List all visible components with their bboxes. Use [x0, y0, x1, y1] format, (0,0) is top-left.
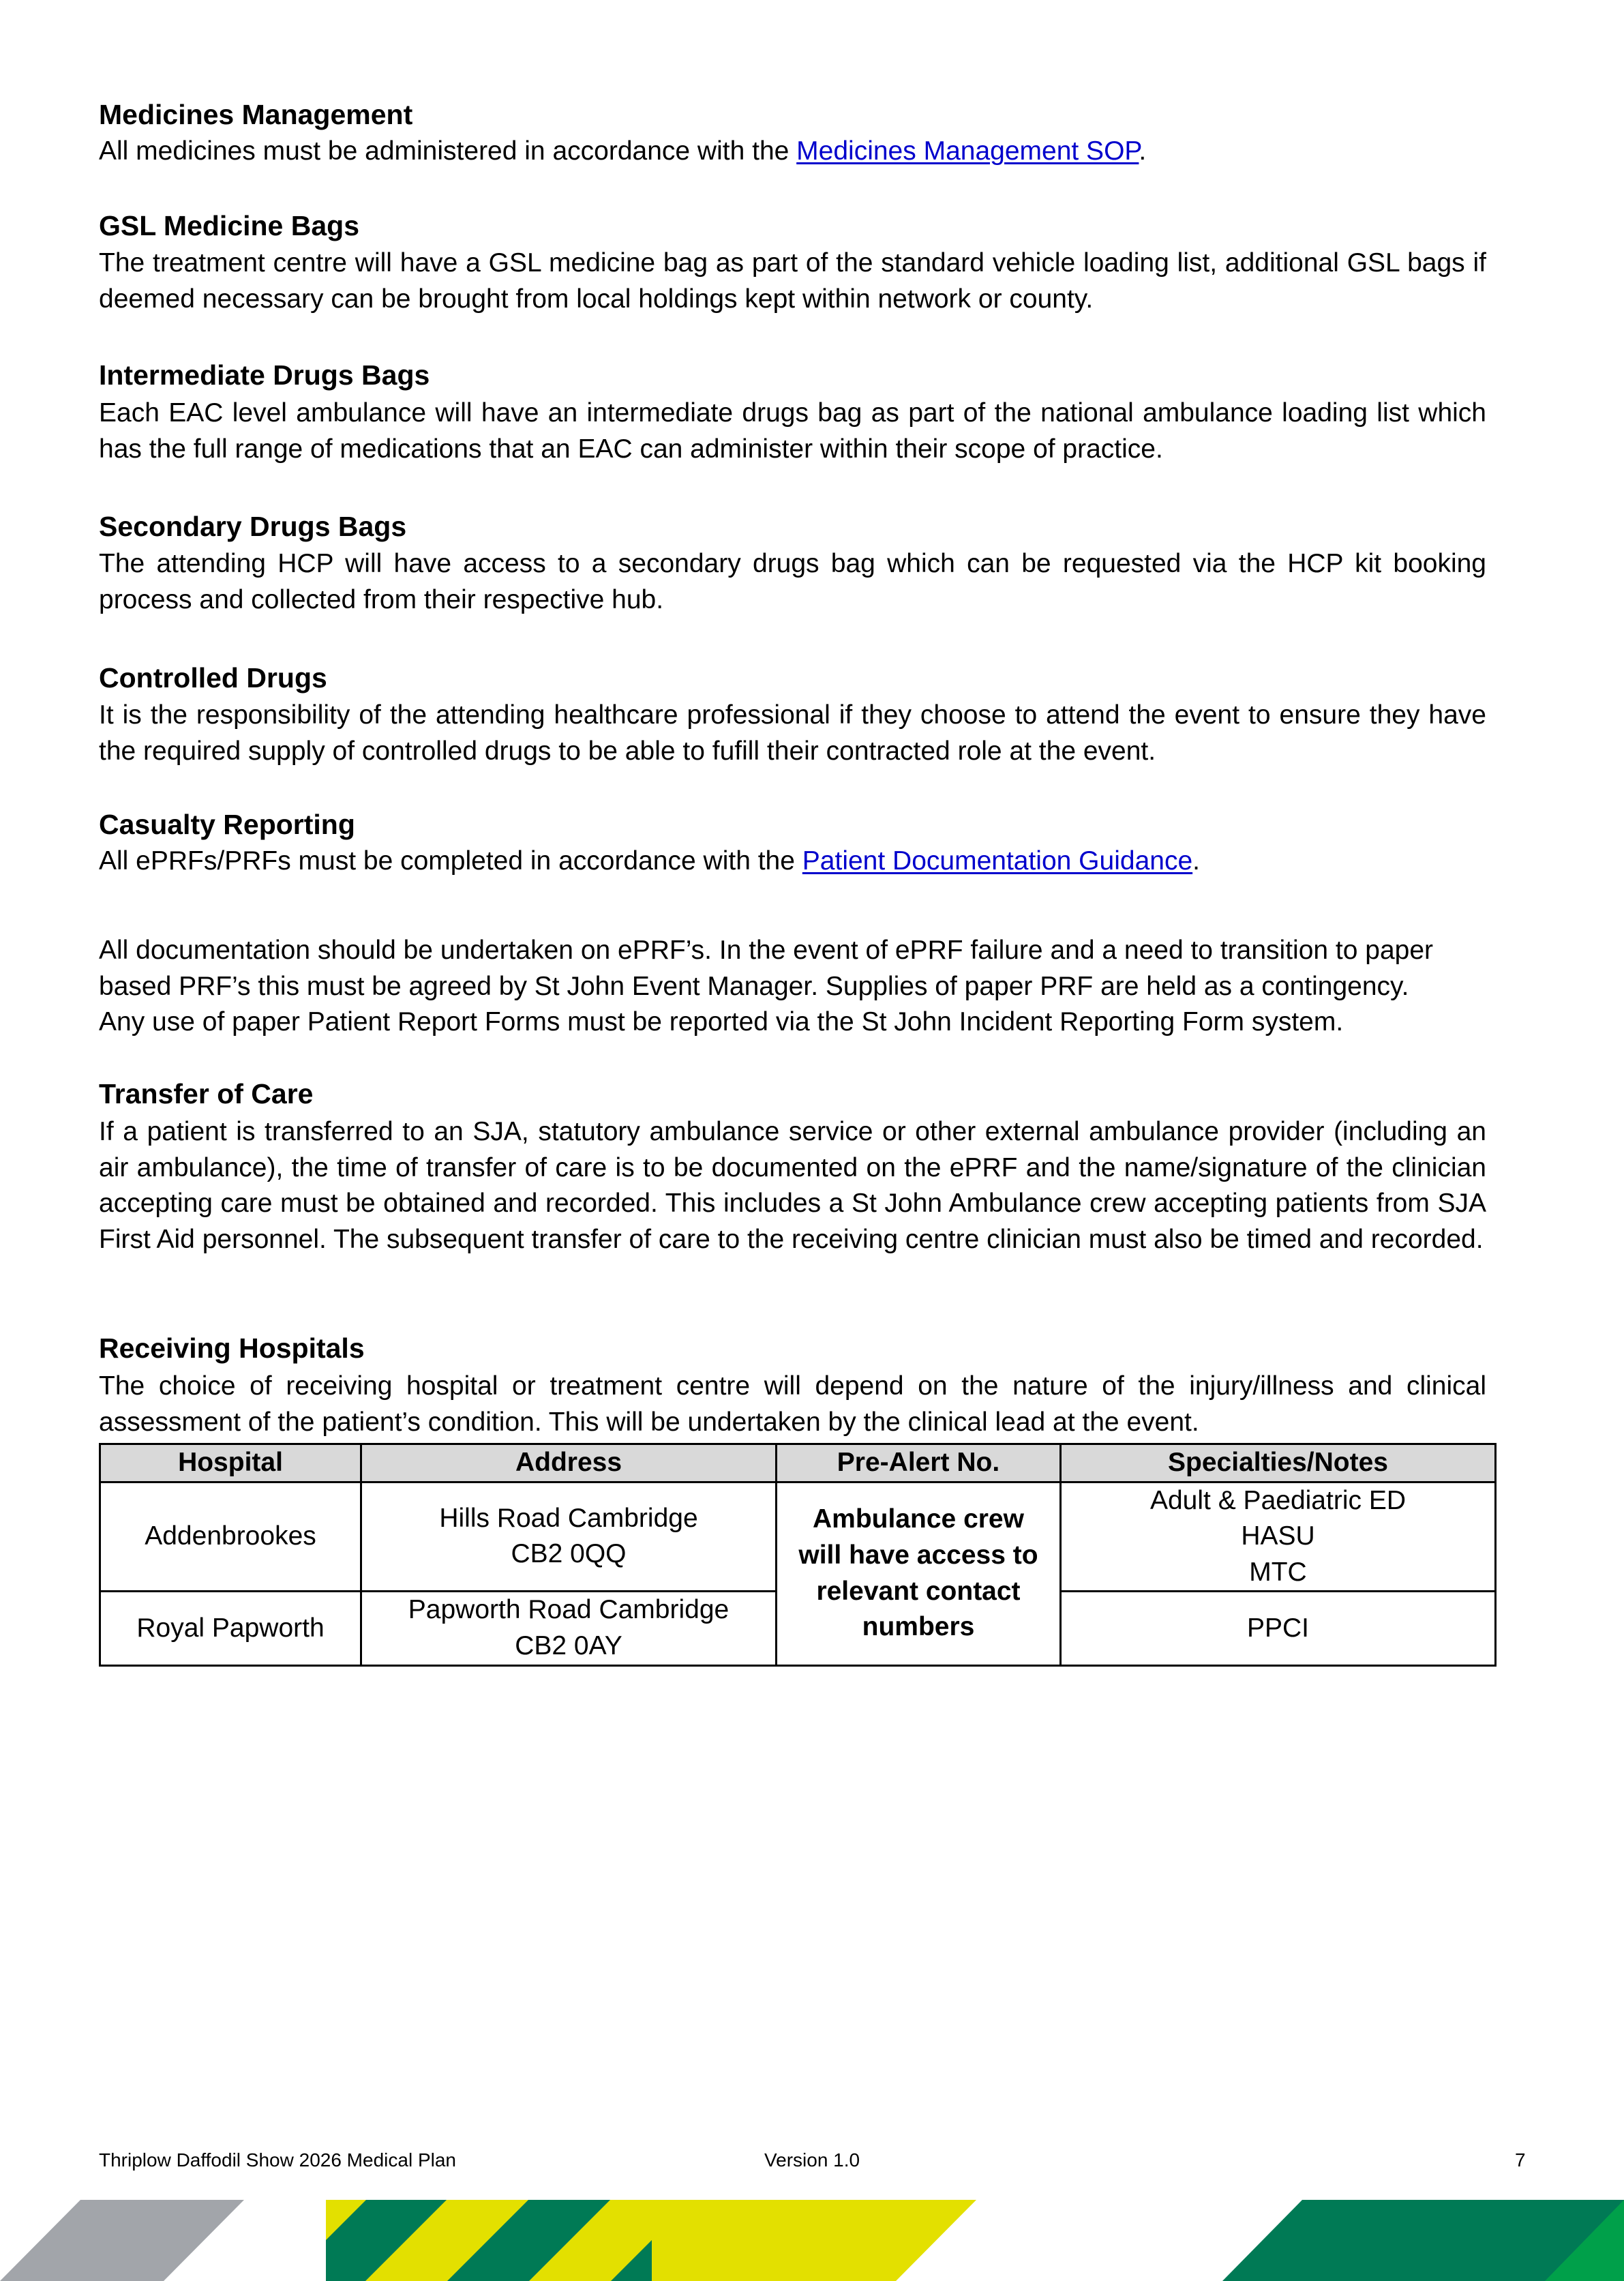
notes-cell: [1061, 1482, 1496, 1592]
footer-page-number: 7: [1515, 2149, 1526, 2171]
column-header-specialties: Specialties/Notes: [1061, 1444, 1496, 1482]
address-cell: [361, 1592, 777, 1665]
hospital-cell: Addenbrookes: [100, 1482, 361, 1592]
grey-parallelogram: [0, 2200, 244, 2281]
yellow-green-stripes: [285, 2200, 980, 2281]
pre-alert-line: Ambulance crew: [813, 1504, 1024, 1534]
documentation-paragraph: [99, 933, 1486, 1041]
medicines-management-sop-link[interactable]: Medicines Management SOP: [796, 136, 1139, 166]
column-header-pre-alert: Pre-Alert No.: [777, 1444, 1061, 1482]
column-header-hospital: Hospital: [100, 1444, 361, 1482]
transfer-of-care-text: If a patient is transferred to an SJA, statutory ambulance service or other external ambulance provider (including an air ambulance), the time of transfer of care is to be documented on the ePRF and the name/signature of the clinician accepting care must be obtained and recorded. This includes a St John Ambulance crew accepting patients from SJA First Aid personnel. The subsequent transfer of care to the receiving centre clinician must also be timed and recorded.: [99, 1117, 1486, 1254]
decorative-stripe-band: [0, 2200, 1624, 2281]
medicines-management-text: [99, 134, 1486, 170]
receiving-hospitals-table: [99, 1443, 1497, 1667]
text: All ePRFs/PRFs must be completed in accordance with the: [99, 846, 802, 876]
notes-line: Adult & Paediatric ED: [1149, 1485, 1406, 1515]
heading-gsl-medicine-bags: GSL Medicine Bags: [99, 210, 360, 241]
heading-transfer-of-care: Transfer of Care: [99, 1078, 314, 1109]
address-cell: [361, 1482, 777, 1592]
pre-alert-line: will have access to: [798, 1540, 1038, 1570]
text: .: [1139, 136, 1147, 166]
heading-casualty-reporting: Casualty Reporting: [99, 809, 355, 840]
column-header-address: Address: [361, 1444, 777, 1482]
notes-line: HASU: [1241, 1521, 1315, 1551]
notes-line: PPCI: [1246, 1613, 1310, 1643]
address-line: CB2 0AY: [515, 1630, 622, 1660]
pre-alert-line: numbers: [862, 1612, 975, 1642]
heading-medicines-management: Medicines Management: [99, 99, 413, 130]
address-line: CB2 0QQ: [511, 1539, 627, 1569]
heading-receiving-hospitals: Receiving Hospitals: [99, 1332, 365, 1364]
text: .: [1192, 846, 1200, 876]
receiving-hospitals-text: The choice of receiving hospital or treatment centre will depend on the nature of the injury/illness and clinical assessment of the patient’s condition. This will be undertaken by the clinical lead at the event.: [99, 1371, 1486, 1437]
pre-alert-cell: [777, 1482, 1061, 1665]
address-line: Hills Road Cambridge: [439, 1503, 698, 1533]
table-row: [100, 1482, 1496, 1592]
notes-cell: [1061, 1592, 1496, 1665]
hospital-cell: Royal Papworth: [100, 1592, 361, 1665]
documentation-line: All documentation should be undertaken on ePRF’s. In the event of ePRF failure and a need to transition to paper: [99, 936, 1434, 965]
secondary-drugs-bags-text: The attending HCP will have access to a secondary drugs bag which can be requested via the HCP kit booking process and collected from their respective hub.: [99, 549, 1486, 614]
notes-line: MTC: [1249, 1557, 1307, 1587]
address-line: Papworth Road Cambridge: [408, 1595, 730, 1625]
controlled-drugs-text: It is the responsibility of the attending healthcare professional if they choose to attend the event to ensure they have the required supply of controlled drugs to be able to fufill their contracted role at the event.: [99, 700, 1486, 766]
patient-documentation-guidance-link[interactable]: Patient Documentation Guidance: [802, 846, 1193, 876]
documentation-line: Any use of paper Patient Report Forms must be reported via the St John Incident Reporting Form system.: [99, 1007, 1344, 1037]
intermediate-drugs-bags-text: Each EAC level ambulance will have an intermediate drugs bag as part of the national ambulance loading list which has the full range of medications that an EAC can administer within their scope of practice.: [99, 398, 1486, 464]
casualty-reporting-text: [99, 844, 1486, 880]
heading-intermediate-drugs-bags: Intermediate Drugs Bags: [99, 359, 430, 391]
heading-controlled-drugs: Controlled Drugs: [99, 662, 327, 694]
documentation-line: based PRF’s this must be agreed by St John Event Manager. Supplies of paper PRF are held as a contingency.: [99, 971, 1409, 1001]
table-header-row: [100, 1444, 1496, 1482]
text: All medicines must be administered in accordance with the: [99, 136, 797, 166]
footer-version: Version 1.0: [764, 2149, 860, 2171]
heading-secondary-drugs-bags: Secondary Drugs Bags: [99, 511, 407, 542]
footer-document-title: Thriplow Daffodil Show 2026 Medical Plan: [99, 2149, 456, 2171]
pre-alert-line: relevant contact: [816, 1576, 1021, 1606]
gsl-medicine-bags-text: The treatment centre will have a GSL medicine bag as part of the standard vehicle loading list, additional GSL bags if deemed necessary can be brought from local holdings kept within network or county.: [99, 248, 1486, 314]
